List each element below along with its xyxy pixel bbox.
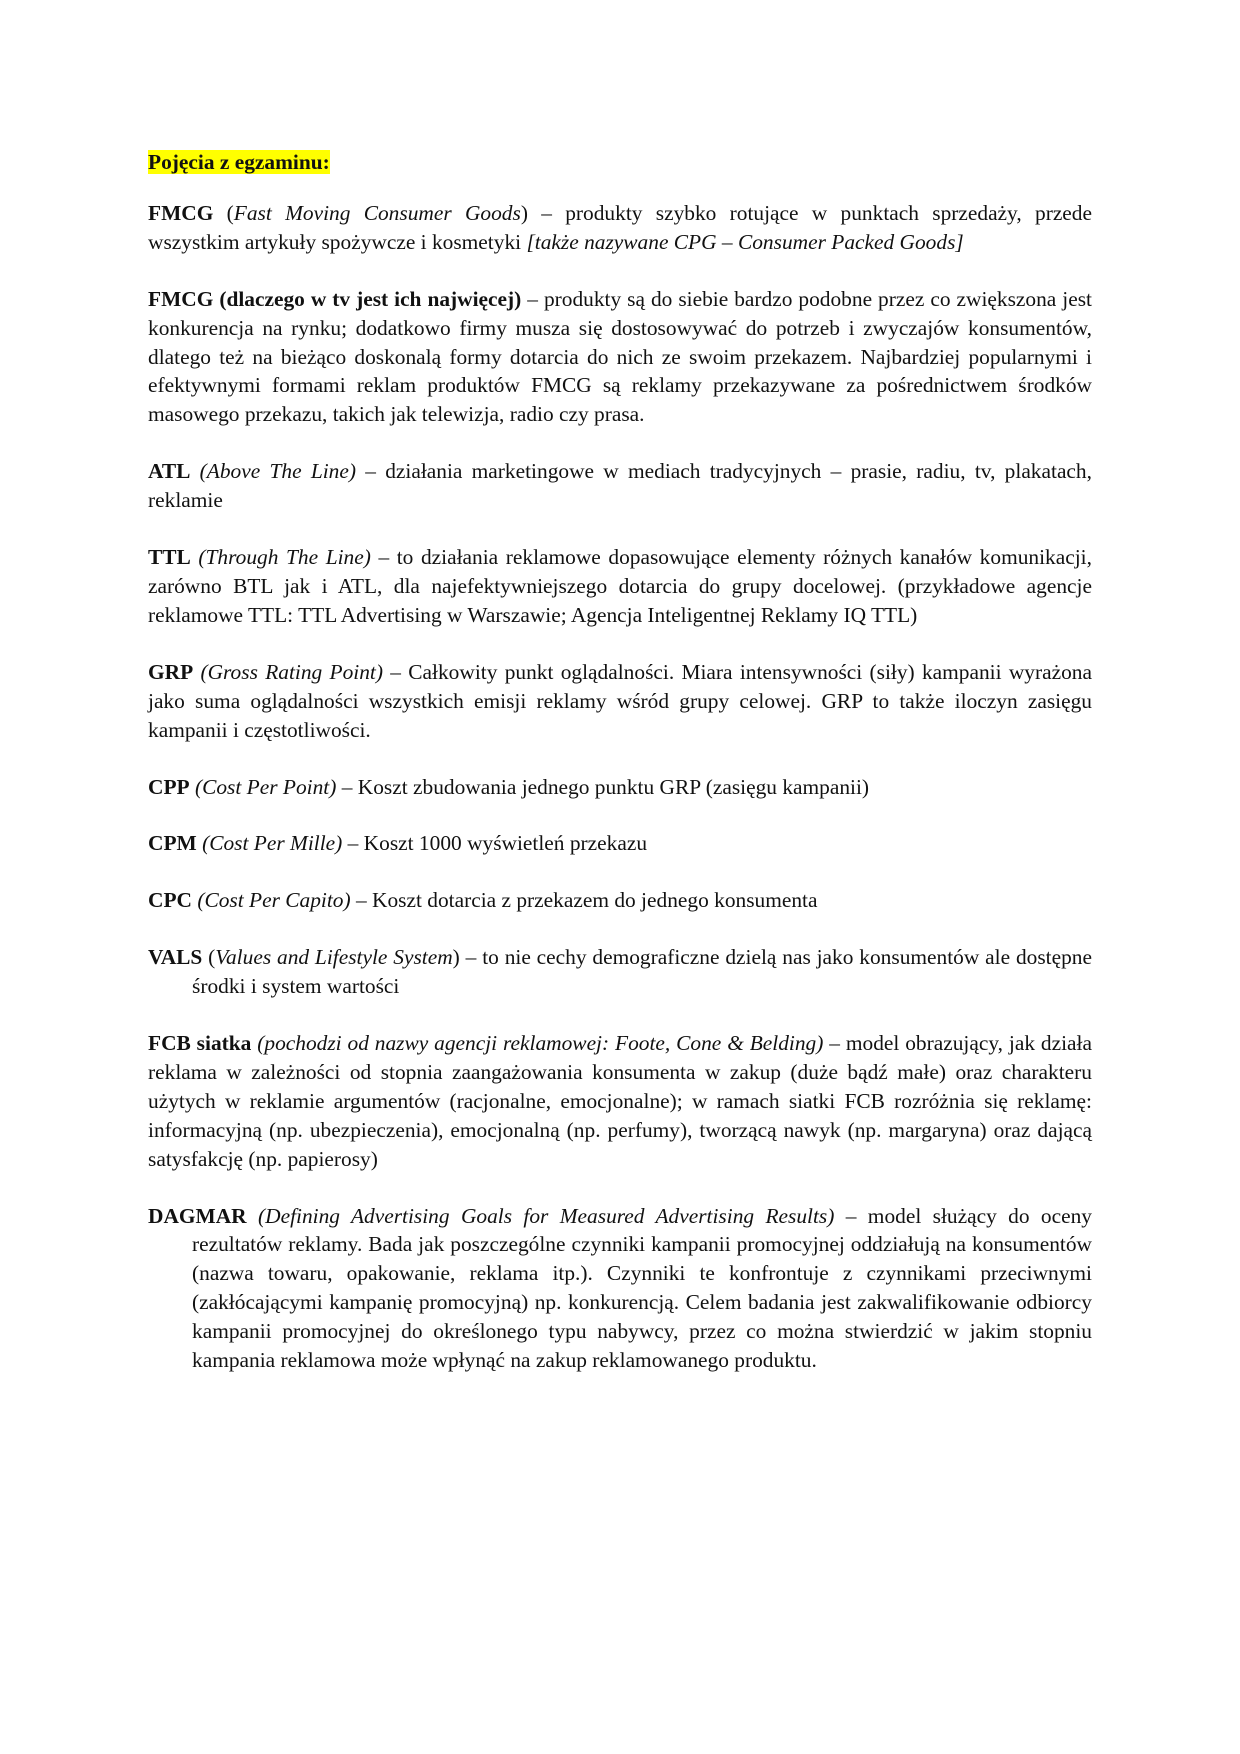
entry-note: [także nazywane CPG – Consumer Packed Goods]: [526, 229, 964, 254]
entry-definition: – Koszt 1000 wyświetleń przekazu: [347, 831, 648, 856]
entry-definition: – produkty szybko rotujące w punktach sprzedaży, przede wszystkim artykuły spożywcze i kosmetyki: [148, 200, 1092, 254]
entry-term: FMCG: [148, 200, 214, 225]
entry-fcb: [148, 1029, 1092, 1174]
entry-cpp: [148, 773, 1092, 802]
document-page: [148, 148, 1092, 1403]
entry-vals: VALS (Values and Lifestyle System) – to nie cechy demograficzne dzielą nas jako konsumentów ale dostępne środki i system wartości: [148, 945, 1092, 999]
entry-definition: – Koszt dotarcia z przekazem do jednego konsumenta: [355, 888, 818, 913]
entry-definition: – Całkowity punkt oglądalności. Miara intensywności (siły) kampanii wyrażona jako suma oglądalności wszystkich emisji reklamy wśród grupy celowej. GRP to także iloczyn zasięgu kampanii i częstotliwości.: [148, 659, 1092, 742]
entry-definition: – działania marketingowe w mediach tradycyjnych – prasie, radiu, tv, plakatach, reklamie: [148, 459, 1092, 513]
entry-gloss: Values and Lifestyle System: [215, 945, 453, 970]
entry-atl: [148, 457, 1092, 515]
entry-dagmar: [148, 1202, 1092, 1375]
entry-term: TTL: [148, 545, 191, 570]
entry-term: CPP: [148, 774, 190, 799]
entry-term: CPC: [148, 888, 192, 913]
entry-term: FMCG (dlaczego w tv jest ich najwięcej): [148, 286, 522, 311]
entry-definition: – to nie cechy demograficzne dzielą nas jako konsumentów ale dostępne środki i system wartości: [192, 945, 1092, 999]
entry-gloss: (Above The Line): [199, 459, 356, 484]
entry-definition: – model obrazujący, jak działa reklama w zależności od stopnia zaangażowania konsumenta w zakup (duże bądź małe) oraz charakteru użytych w reklamie argumentów (racjonalne, emocjonalne); w ramach siatki FCB rozróżnia się reklamę: informacyjną (np. ubezpieczenia), emocjonalną (np. perfumy), tworzącą nawyk (np. margaryna) oraz dającą satysfakcję (np. papierosy): [148, 1031, 1092, 1171]
entry-definition: – to działania reklamowe dopasowujące elementy różnych kanałów komunikacji, zarówno BTL jak i ATL, dla najefektywniejszego dotarcia do grupy docelowej. (przykładowe agencje reklamowe TTL: TTL Advertising w Warszawie; Agencja Inteligentnej Reklamy IQ TTL): [148, 545, 1092, 627]
entry-gloss: (Cost Per Mille): [202, 831, 343, 856]
entry-term: VALS: [148, 945, 203, 970]
entry-fmcg: FMCG (Fast Moving Consumer Goods) – produkty szybko rotujące w punktach sprzedaży, przede wszystkim artykuły spożywcze i kosmetyki [także nazywane CPG – Consumer Packed Goods]: [148, 200, 1092, 254]
entry-grp: [148, 658, 1092, 745]
entry-fmcg-tv: [148, 285, 1092, 430]
entry-gloss: (Gross Rating Point): [200, 659, 383, 684]
entry-term: GRP: [148, 659, 194, 684]
highlighted-heading-text: Pojęcia z egzaminu:: [148, 150, 330, 174]
entry-definition: – produkty są do siebie bardzo podobne przez co zwiększona jest konkurencja na rynku; dodatkowo firmy musza się dostosowywać do potrzeb i zwyczajów konsumentów, dlatego też na bieżąco doskonalą formy dotarcia do nich ze swoim przekazem. Najbardziej popularnymi i efektywnymi formami reklam produktów FMCG są reklamy przekazywane za pośrednictwem środków masowego przekazu, takich jak telewizja, radio czy prasa.: [148, 286, 1092, 427]
entry-gloss: (Cost Per Capito): [197, 888, 351, 913]
entry-definition: – model służący do oceny rezultatów reklamy. Bada jak poszczególne czynniki kampanii promocyjnej oddziałują na konsumentów (nazwa towaru, opakowanie, reklama itp.). Czynniki te konfrontuje z czynnikami przeciwnymi (zakłócającymi kampanię promocyjną) np. konkurencją. Celem badania jest zakwalifikowanie odbiorcy kampanii promocyjnej do określonego typu nabywcy, przez co można stwierdzić w jakim stopniu kampania reklamowa może wpłynąć na zakup reklamowanego produktu.: [192, 1203, 1092, 1373]
entry-gloss: Fast Moving Consumer Goods: [233, 200, 521, 225]
entry-term: DAGMAR: [148, 1203, 247, 1228]
entry-gloss: (Cost Per Point): [194, 774, 337, 799]
entry-gloss: (Defining Advertising Goals for Measured Advertising Results): [258, 1203, 835, 1228]
entry-definition: – Koszt zbudowania jednego punktu GRP (zasięgu kampanii): [341, 774, 870, 799]
entry-gloss: (Through The Line): [198, 545, 371, 570]
entry-cpc: [148, 886, 1092, 915]
page-heading: [148, 148, 1092, 177]
entry-gloss: (pochodzi od nazwy agencji reklamowej: Foote, Cone & Belding): [257, 1031, 824, 1056]
entry-term: ATL: [148, 459, 191, 484]
entry-ttl: [148, 543, 1092, 630]
entry-term: FCB siatka: [148, 1031, 252, 1056]
entry-cpm: [148, 829, 1092, 858]
entry-term: CPM: [148, 831, 197, 856]
